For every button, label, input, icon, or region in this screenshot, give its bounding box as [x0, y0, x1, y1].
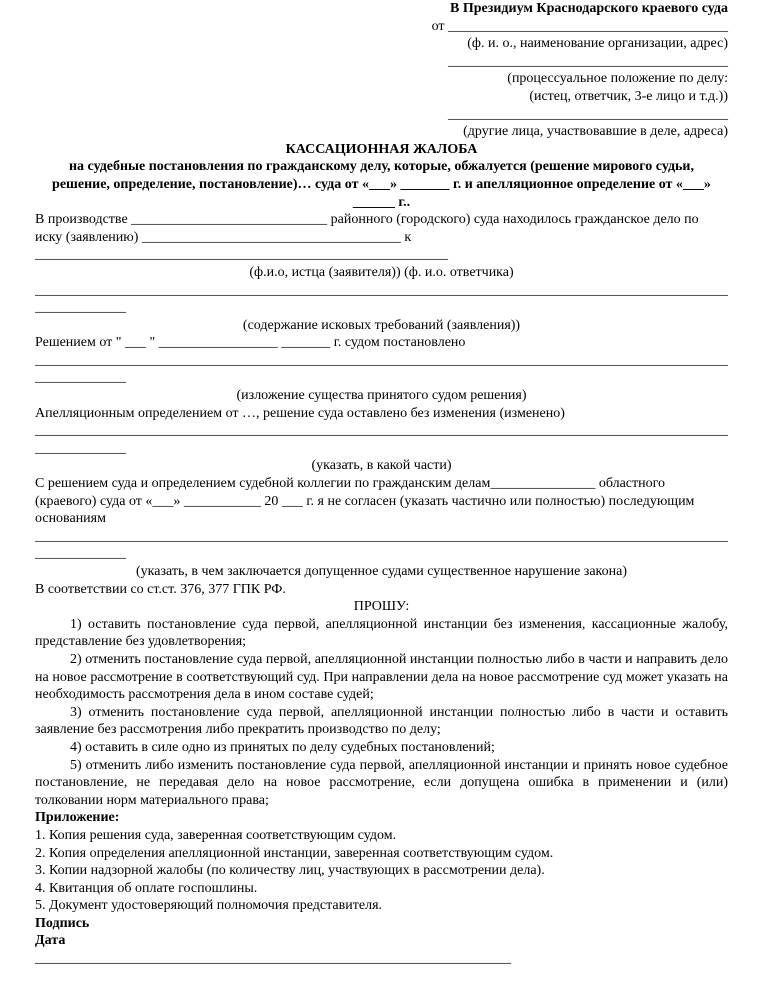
decision-hint: (изложение существа принятого судом решения): [236, 388, 527, 404]
status-hint-line-1: (процессуальное положение по делу:: [507, 71, 728, 87]
appeal-line: Апелляционным определением от …, решение суда оставлено без изменения (изменено): [35, 405, 565, 421]
document-subtitle: на судебные постановления по гражданскому делу, которые, обжалуется (решение мирового судьи, решение, определение, постановление)… суда от «___» _______ г. и апелляционное определение от «___» ______ г..: [52, 159, 711, 210]
decision-line: Решением от " ___ " _________________ _______ г. судом постановлено: [35, 335, 466, 351]
grounds-blank-long: ___________________________________________________________________________________________________: [35, 528, 728, 544]
attachment-item: 3. Копии надзорной жалобы (по количеству лиц, участвующих в рассмотрении дела).: [35, 863, 545, 879]
request-item: 4) оставить в силе одно из принятых по делу судебных постановлений;: [70, 739, 495, 755]
sender-line: от ________________________________________: [431, 18, 728, 34]
addressee: В Президиум Краснодарского краевого суда: [450, 1, 728, 16]
attachment-item: 2. Копия определения апелляционной инстанции, заверенная соответствующим судом.: [35, 845, 554, 861]
request-item: 5) отменить либо изменить постановление суда первой, апелляционной инстанции и принять новое судебное постановление, не передавая дело на новое рассмотрение, если допущена ошибка в применении и (или) толковании норм материального права;: [35, 757, 728, 808]
grounds-blank-short: _____________: [35, 546, 126, 562]
parties-blank: ___________________________________________________________: [35, 247, 448, 263]
attachment-item: 5. Документ удостоверяющий полномочия представителя.: [35, 898, 383, 914]
decision-blank-short: _____________: [35, 370, 126, 386]
status-blank: ________________________________________: [448, 53, 728, 69]
claims-blank-short: _____________: [35, 300, 126, 316]
document-title: КАССАЦИОННАЯ ЖАЛОБА: [285, 141, 478, 157]
appeal-hint: (указать, в какой части): [311, 458, 452, 474]
other-parties-blank: ________________________________________: [448, 106, 728, 122]
appeal-blank-short: _____________: [35, 440, 126, 456]
appeal-blank-long: ___________________________________________________________________________________________________: [35, 423, 728, 439]
sender-hint: (ф. и. о., наименование организации, адрес): [467, 36, 728, 52]
attachment-item: 1. Копия решения суда, заверенная соответствующим судом.: [35, 827, 397, 843]
attachments-heading: Приложение:: [35, 810, 120, 826]
grounds-hint: (указать, в чем заключается допущенное судами существенное нарушение закона): [136, 564, 627, 579]
signature-label: Подпись: [35, 915, 90, 931]
disagreement-paragraph: С решением суда и определением судебной коллегии по гражданским делам_______________ областного (краевого) суда от «___» ___________ 20 ___ г. я не согласен (указать частично или полностью) последующим основаниям: [35, 476, 695, 527]
date-label: Дата: [35, 933, 66, 949]
status-hint-line-2: (истец, ответчик, 3-е лицо и т.д.)): [529, 88, 728, 104]
claims-hint: (содержание исковых требований (заявления)): [242, 317, 521, 333]
request-item: 3) отменить постановление суда первой, апелляционной инстанции полностью либо в части и оставить заявление без рассмотрения либо прекратить производство по делу;: [35, 704, 728, 738]
request-item: 2) отменить постановление суда первой, апелляционной инстанции полностью либо в части и направить дело на новое рассмотрение в соответствующий суд. При направлении дела на новое рассмотрение суд может указать на необходимость рассмотрения дела в ином составе судей;: [35, 651, 728, 703]
legal-basis: В соответствии со ст.ст. 376, 377 ГПК РФ.: [35, 581, 286, 597]
signature-blank: ____________________________________________________________________: [35, 951, 511, 967]
attachment-item: 4. Квитанция об оплате госпошлины.: [35, 880, 258, 896]
request-item: 1) оставить постановление суда первой, апелляционной инстанции без изменения, кассационные жалобу, представление без удовлетворения;: [35, 616, 728, 650]
other-parties-hint: (другие лица, участвовавшие в деле, адреса): [463, 124, 728, 140]
claims-blank-long: ___________________________________________________________________________________________________: [35, 282, 728, 298]
addressee-block: [35, 0, 728, 141]
case-intro: В производстве ____________________________ районного (городского) суда находилось гражданское дело по иску (заявлению) _____________________________________ к: [35, 212, 699, 245]
document-page: [35, 0, 728, 968]
decision-blank-long: ___________________________________________________________________________________________________: [35, 352, 728, 368]
request-heading: ПРОШУ:: [353, 599, 410, 615]
parties-hint: (ф.и.о, истца (заявителя)) (ф. и.о. ответчика): [249, 264, 514, 280]
